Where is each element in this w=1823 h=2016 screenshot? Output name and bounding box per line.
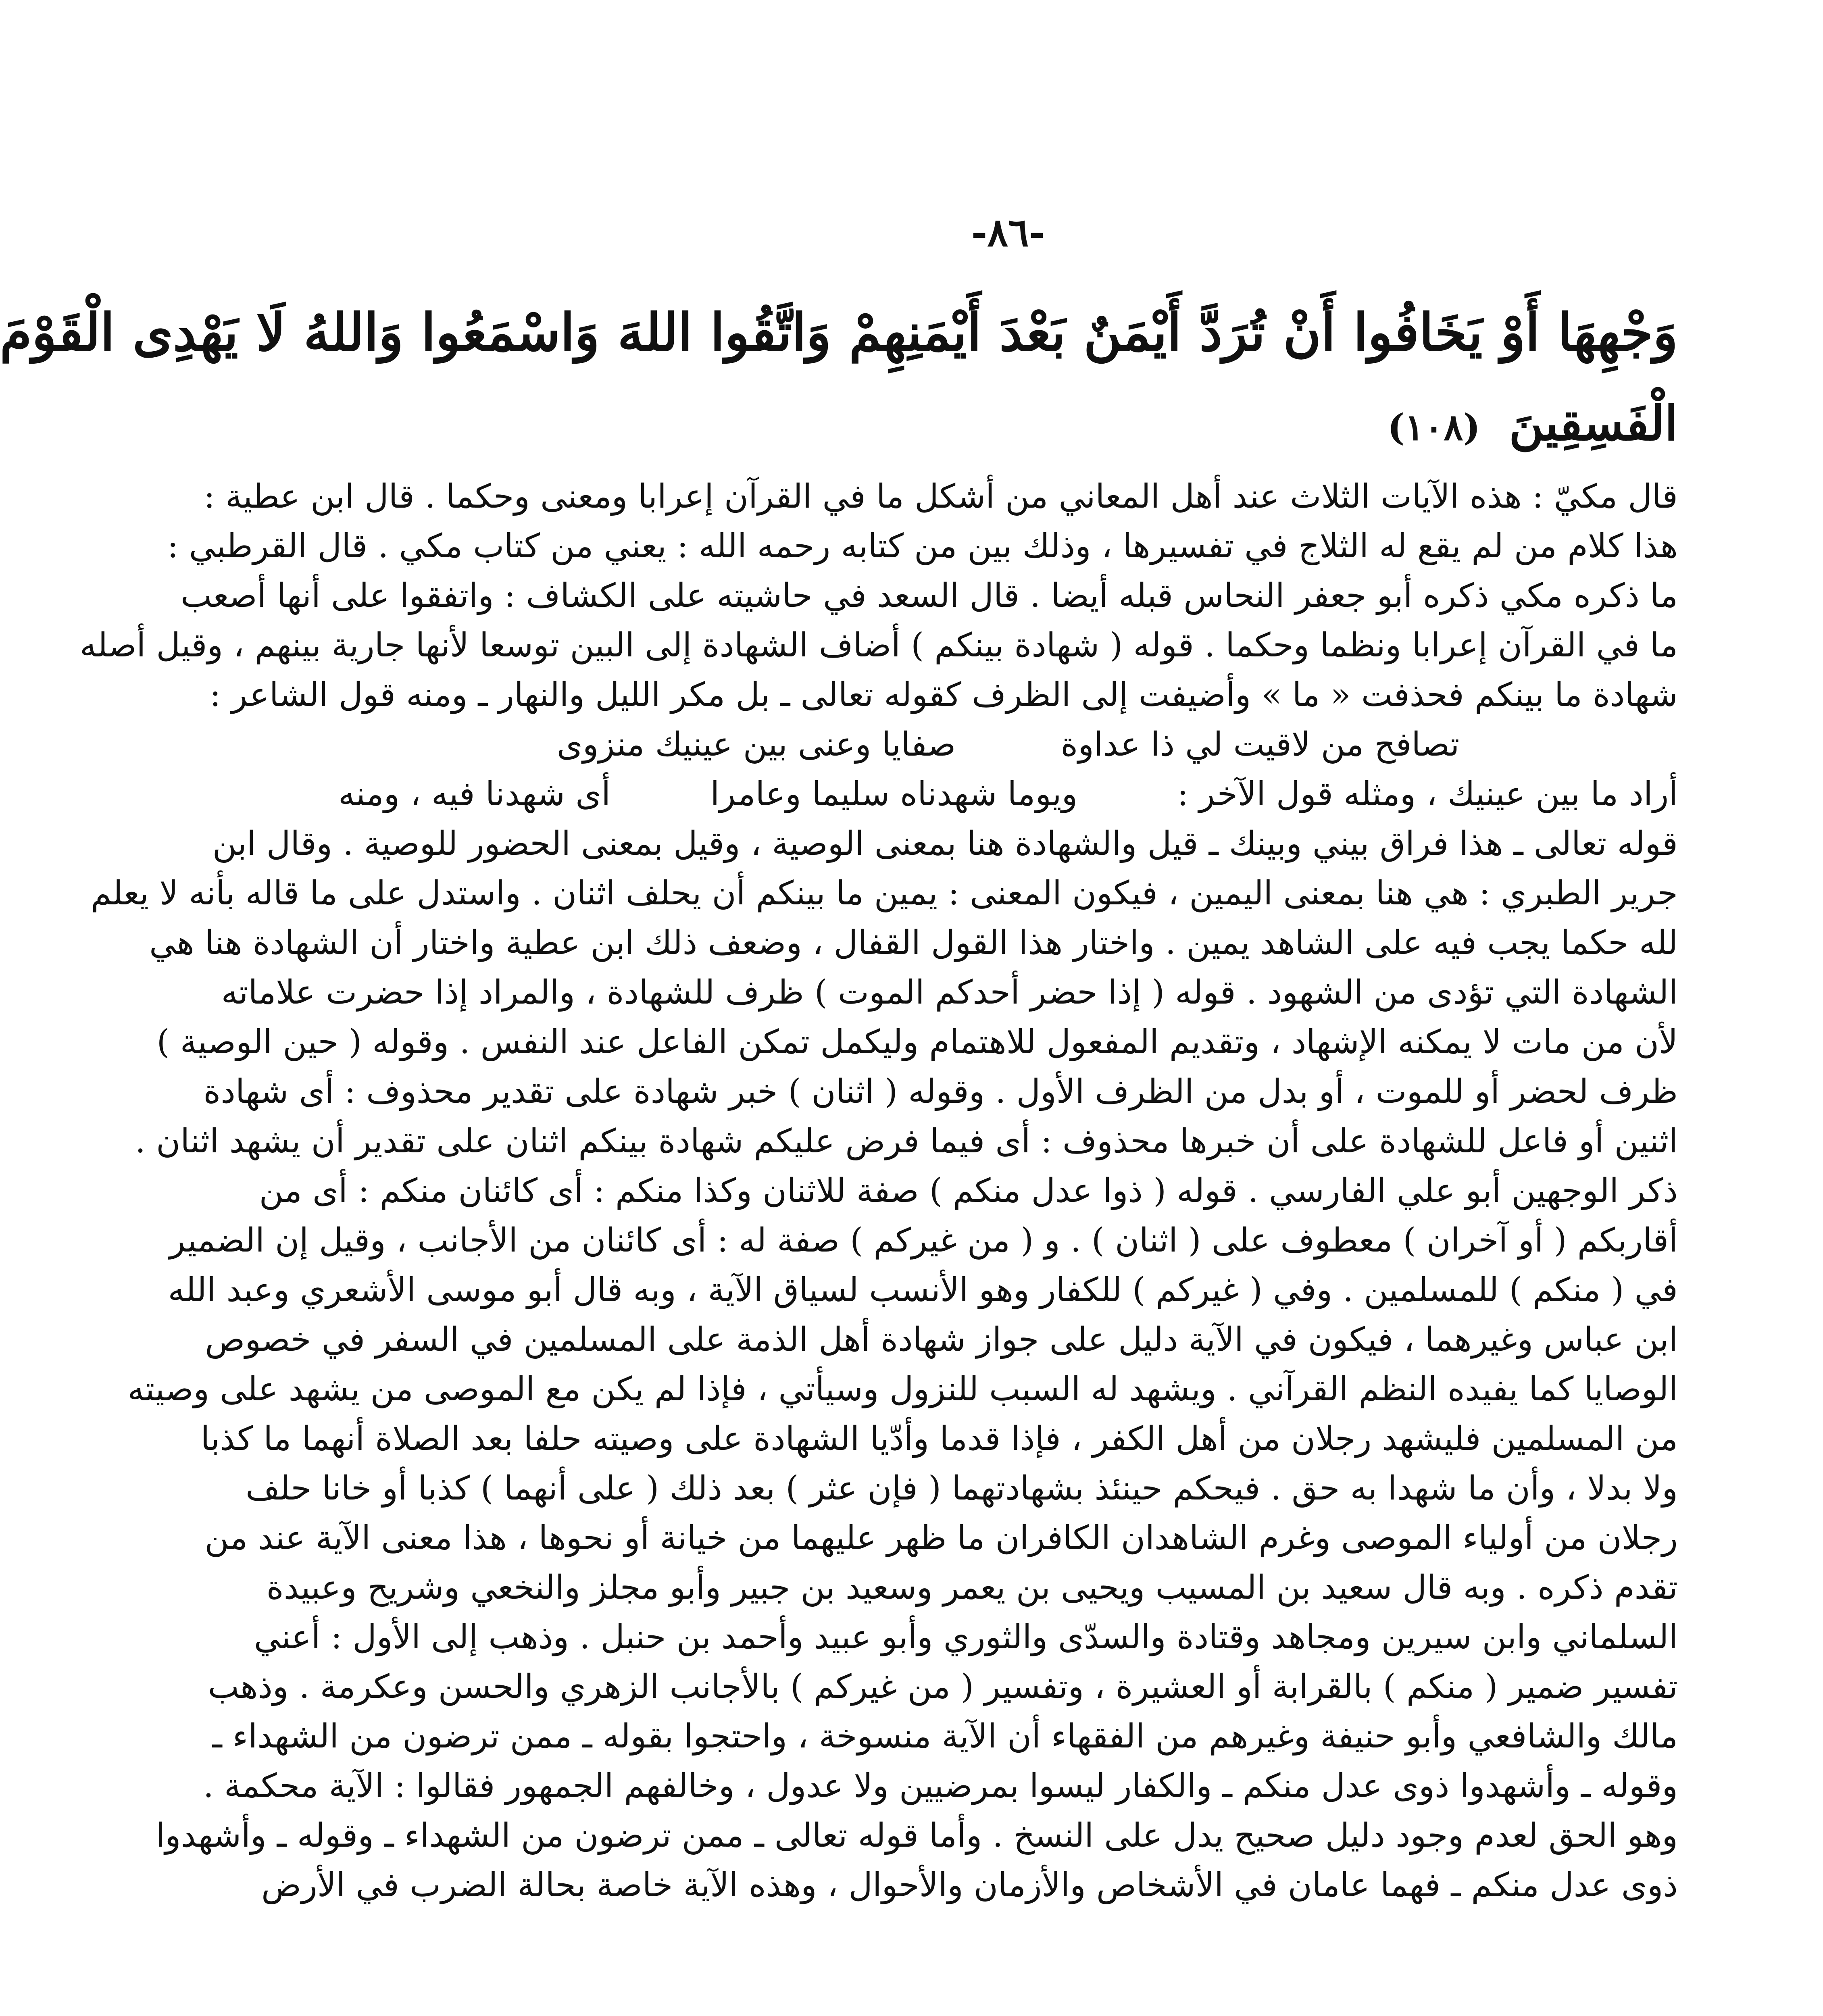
quran-verse-line-1: وَجْهِهَا أَوْ يَخَافُوا أَنْ تُرَدَّ أَيْمَنٌ بَعْدَ أَيْمَنِهِمْ وَاتَّقُوا اللهَ وَاسْمَعُوا وَاللهُ لَا يَهْدِى الْقَوْمَ bbox=[0, 302, 1678, 363]
commentary-line: مالك والشافعي وأبو حنيفة وغيرهم من الفقهاء أن الآية منسوخة ، واحتجوا بقوله ـ ممن ترضون من الشهداء ـ bbox=[212, 1717, 1678, 1756]
commentary-line: ذوى عدل منكم ـ فهما عامان في الأشخاص والأزمان والأحوال ، وهذه الآية خاصة بحالة الضرب في الأرض bbox=[261, 1866, 1678, 1904]
page-number: -٨٦- bbox=[971, 210, 1045, 255]
commentary-line: السلماني وابن سيرين ومجاهد وقتادة والسدّى والثوري وأبو عبيد وأحمد بن حنبل . وذهب إلى الأول : أعني bbox=[254, 1618, 1678, 1656]
commentary-line-with-quote bbox=[338, 769, 1678, 819]
verse-number: (١٠٨) bbox=[1387, 406, 1481, 449]
commentary-line: أقاربكم ( أو آخران ) معطوف على ( اثنان ) . و ( من غيركم ) صفة له : أى كائنان من الأجانب ، وقيل إن الضمير bbox=[169, 1221, 1678, 1260]
commentary-line: وهو الحق لعدم وجود دليل صحيح يدل على النسخ . وأما قوله تعالى ـ ممن ترضون من الشهداء ـ وقوله ـ وأشهدوا bbox=[156, 1816, 1678, 1855]
commentary-line: شهادة ما بينكم فحذفت « ما » وأضيفت إلى الظرف كقوله تعالى ـ بل مكر الليل والنهار ـ ومنه قول الشاعر : bbox=[210, 676, 1678, 714]
commentary-line: ما ذكره مكي ذكره أبو جعفر النحاس قبله أيضا . قال السعد في حاشيته على الكشاف : واتفقوا على أنها أصعب bbox=[180, 577, 1678, 615]
commentary-line: ابن عباس وغيرهما ، فيكون في الآية دليل على جواز شهادة أهل الذمة على المسلمين في السفر في خصوص bbox=[205, 1320, 1678, 1359]
commentary-line: قوله تعالى ـ هذا فراق بيني وبينك ـ قيل والشهادة هنا بمعنى الوصية ، وقيل بمعنى الحضور للوصية . وقال ابن bbox=[212, 825, 1678, 863]
commentary-line: جرير الطبري : هي هنا بمعنى اليمين ، فيكون المعنى : يمين ما بينكم أن يحلف اثنان . واستدل على ما قاله بأنه لا يعلم bbox=[91, 874, 1678, 912]
commentary-line: رجلان من أولياء الموصى وغرم الشاهدان الكافران ما ظهر عليهما من خيانة أو نحوها ، هذا معنى الآية عند من bbox=[204, 1519, 1678, 1557]
commentary-line: قال مكيّ : هذه الآيات الثلاث عند أهل المعاني من أشكل ما في القرآن إعرابا ومعنى وحكما . قال ابن عطية : bbox=[204, 477, 1678, 516]
commentary-line: الوصايا كما يفيده النظم القرآني . ويشهد له السبب للنزول وسيأتي ، فإذا لم يكن مع الموصى من يشهد على وصيته bbox=[127, 1370, 1678, 1408]
commentary-text bbox=[79, 472, 1678, 1910]
commentary-line: ذكر الوجهين أبو علي الفارسي . قوله ( ذوا عدل منكم ) صفة للاثنان وكذا منكم : أى كائنان منكم : أى من bbox=[259, 1172, 1678, 1210]
commentary-line: تفسير ضمير ( منكم ) بالقرابة أو العشيرة ، وتفسير ( من غيركم ) بالأجانب الزهري والحسن وعكرمة . وذهب bbox=[208, 1668, 1678, 1706]
quran-verse-block bbox=[0, 282, 1678, 468]
commentary-line: وقوله ـ وأشهدوا ذوى عدل منكم ـ والكفار ليسوا بمرضيين ولا عدول ، وخالفهم الجمهور فقالوا : الآية محكمة . bbox=[203, 1767, 1678, 1805]
commentary-line: اثنين أو فاعل للشهادة على أن خبرها محذوف : أى فيما فرض عليكم شهادة بينكم اثنان على تقدير أن يشهد اثنان . bbox=[135, 1122, 1678, 1160]
commentary-line: ما في القرآن إعرابا ونظما وحكما . قوله ( شهادة بينكم ) أضاف الشهادة إلى البين توسعا لأنها جارية بينهم ، وقيل أصله bbox=[79, 626, 1678, 664]
commentary-line: من المسلمين فليشهد رجلان من أهل الكفر ، فإذا قدما وأدّيا الشهادة على وصيته حلفا بعد الصلاة أنهما ما كذبا bbox=[200, 1420, 1678, 1458]
commentary-line: الشهادة التي تؤدى من الشهود . قوله ( إذا حضر أحدكم الموت ) ظرف للشهادة ، والمراد إذا حضرت علاماته bbox=[221, 973, 1678, 1012]
commentary-line: في ( منكم ) للمسلمين . وفي ( غيركم ) للكفار وهو الأنسب لسياق الآية ، وبه قال أبو موسى الأشعري وعبد الله bbox=[168, 1271, 1678, 1309]
commentary-line: ظرف لحضر أو للموت ، أو بدل من الظرف الأول . وقوله ( اثنان ) خبر شهادة على تقدير محذوف : أى شهادة bbox=[203, 1073, 1678, 1111]
quoted-verse: ويوما شهدناه سليما وعامرا bbox=[710, 775, 1078, 813]
commentary-line: لأن من مات لا يمكنه الإشهاد ، وتقديم المفعول للاهتمام وليكمل تمكن الفاعل عند النفس . وقوله ( حين الوصية ) bbox=[156, 1023, 1678, 1061]
poem-hemistich-1: تصافح من لاقيت لي ذا عداوة bbox=[1060, 725, 1460, 764]
commentary-line: هذا كلام من لم يقع له الثلاج في تفسيرها ، وذلك بين من كتابه رحمه الله : يعني من كتاب مكي . قال القرطبي : bbox=[167, 527, 1678, 565]
quote-explanation: أى شهدنا فيه ، ومنه bbox=[338, 775, 611, 813]
quran-verse-end-word: الْفَسِقِينَ bbox=[1509, 395, 1678, 451]
poem-hemistich-2: صفايا وعنى بين عينيك منزوى bbox=[556, 725, 956, 764]
quran-verse-line-2 bbox=[338, 383, 1678, 468]
commentary-line: لله حكما يجب فيه على الشاهد يمين . واختار هذا القول القفال ، وضعف ذلك ابن عطية واختار أن الشهادة هنا هي bbox=[149, 924, 1678, 962]
poem-verse bbox=[338, 720, 1678, 769]
quote-intro: أراد ما بين عينيك ، ومثله قول الآخر : bbox=[1177, 775, 1678, 813]
commentary-line: ولا بدلا ، وأن ما شهدا به حق . فيحكم حينئذ بشهادتهما ( فإن عثر ) بعد ذلك ( على أنهما ) كذبا أو خانا حلف bbox=[246, 1469, 1678, 1508]
commentary-line: تقدم ذكره . وبه قال سعيد بن المسيب ويحيى بن يعمر وسعيد بن جبير وأبو مجلز والنخعي وشريح وعبيدة bbox=[266, 1568, 1678, 1607]
